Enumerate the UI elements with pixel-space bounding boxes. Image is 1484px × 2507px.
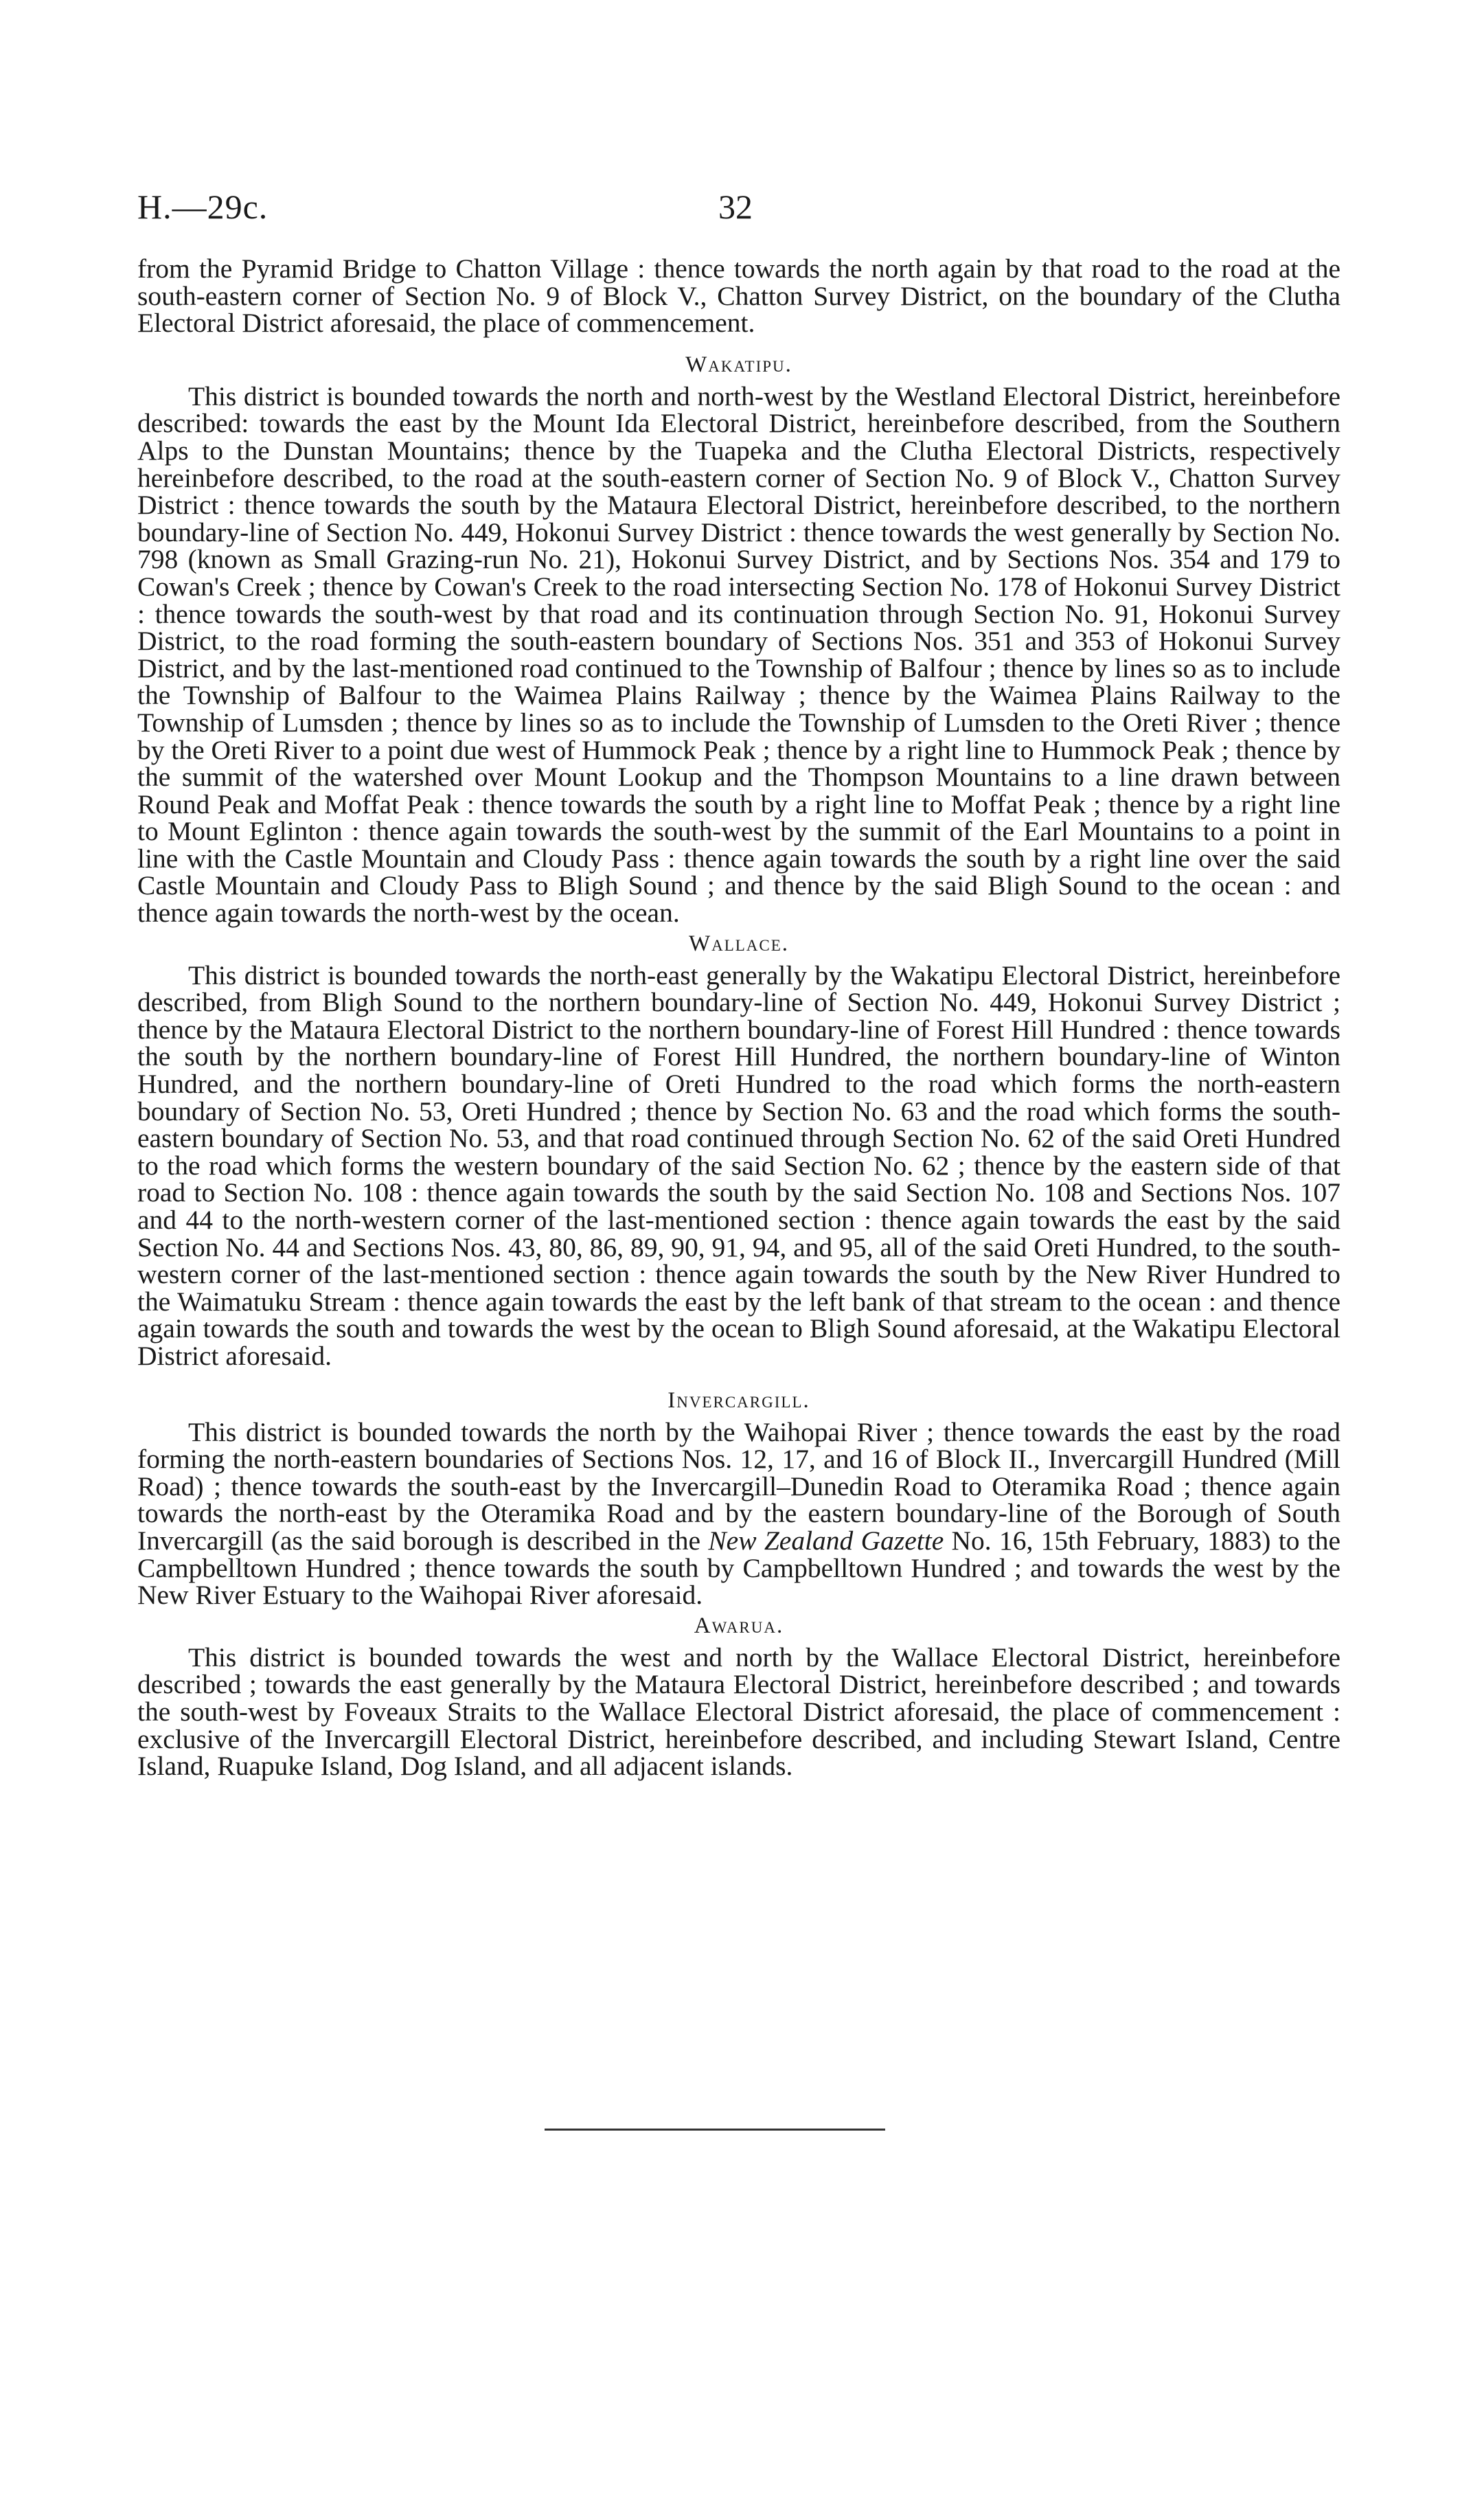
page-header [137, 187, 1346, 235]
page-number: 32 [718, 188, 753, 226]
heading-invercargill: Invercargill. [667, 1387, 810, 1413]
invercargill-text-part-1: This district is bounded towards the north by the Waihopai River ; thence towards the east by the road forming the north-eastern boundaries of Sections Nos. 12, 17, and 16 of Block II., Invercargill Hundred (Mill Road) ; thence towards the south-east by the Invercargill–Dunedin Road to Oteramika Road ; thence again towards the north-east by the Oteramika Road and by the eastern boundary-line of the Borough of South Invercargill (as the said borough is described in the [137, 1416, 1340, 1556]
paragraph-wakatipu: This district is bounded towards the north and north-west by the Westland Electoral District, hereinbefore described: towards the east by the Mount Ida Electoral District, hereinbefore described, from the Southern Alps to the Dunstan Mountains; thence by the Tuapeka and the Clutha Electoral Districts, respectively hereinbefore described, to the road at the south-eastern corner of Section No. 9 of Block V., Chatton Survey District : thence towards the south by the Mataura Electoral District, hereinbefore described, to the northern boundary-line of Section No. 449, Hokonui Survey District : thence towards the west generally by Section No. 798 (known as Small Grazing-run No. 21), Hokonui Survey District, and by Sections Nos. 354 and 179 to Cowan's Creek ; thence by Cowan's Creek to the road intersecting Section No. 178 of Hokonui Survey District : thence towards the south-west by that road and its continuation through Section No. 91, Hokonui Survey District, to the road forming the south-eastern boundary of Sections Nos. 351 and 353 of Hokonui Survey District, and by the last-mentioned road continued to the Township of Balfour ; thence by lines so as to include the Township of Balfour to the Waimea Plains Railway ; thence by the Waimea Plains Railway to the Township of Lumsden ; thence by lines so as to include the Township of Lumsden to the Oreti River ; thence by the Oreti River to a point due west of Hummock Peak ; thence by a right line to Hummock Peak ; thence by the summit of the watershed over Mount Lookup and the Thompson Mountains to a line drawn between Round Peak and Moffat Peak : thence towards the south by a right line to Moffat Peak ; thence by a right line to Mount Eglinton : thence again towards the south-west by the summit of the Earl Mountains to a point in line with the Castle Mountain and Cloudy Pass : thence again towards the south by a right line over the said Castle Mountain and Cloudy Pass to Bligh Sound ; and thence by the said Bligh Sound to the ocean : and thence again towards the north-west by the ocean. [137, 381, 1340, 929]
invercargill-text-part-2: No. 16, 15th February, 1883) to the Campbelltown Hundred ; thence towards the south by Campbelltown Hundred ; and towards the west by the New River Estuary to the Waihopai River aforesaid. [137, 1525, 1340, 1611]
document-body [137, 253, 1340, 1782]
heading-awarua: Awarua. [694, 1613, 784, 1638]
heading-wallace: Wallace. [688, 931, 790, 956]
document-reference: H.—29c. [137, 188, 269, 226]
paragraph-invercargill [137, 1416, 1340, 1611]
gazette-title: New Zealand Gazette [708, 1525, 944, 1556]
paragraph-awarua: This district is bounded towards the west and north by the Wallace Electoral District, hereinbefore described ; towards the east generally by the Mataura Electoral District, hereinbefore described ; and towards the south-west by Foveaux Straits to the Wallace Electoral District aforesaid, the place of commencement : exclusive of the Invercargill Electoral District, hereinbefore described, and including Stewart Island, Centre Island, Ruapuke Island, Dog Island, and all adjacent islands. [137, 1642, 1340, 1782]
paragraph-wallace: This district is bounded towards the north-east generally by the Wakatipu Electoral District, hereinbefore described, from Bligh Sound to the northern boundary-line of Section No. 449, Hokonui Survey District ; thence by the Mataura Electoral District to the northern boundary-line of Forest Hill Hundred : thence towards the south by the northern boundary-line of Forest Hill Hundred, the northern boundary-line of Winton Hundred, and the northern boundary-line of Oreti Hundred to the road which forms the north-eastern boundary of Section No. 53, Oreti Hundred ; thence by Section No. 63 and the road which forms the south-eastern boundary of Section No. 53, and that road continued through Section No. 62 of the said Oreti Hundred to the road which forms the western boundary of the said Section No. 62 ; thence by the eastern side of that road to Section No. 108 : thence again towards the south by the said Section No. 108 and Sections Nos. 107 and 44 to the north-western corner of the last-mentioned section : thence again towards the east by the said Section No. 44 and Sections Nos. 43, 80, 86, 89, 90, 91, 94, and 95, all of the said Oreti Hundred, to the south-western corner of the last-mentioned section : thence again towards the south by the New River Hundred to the Waimatuku Stream : thence again towards the east by the left bank of that stream to the ocean : and thence again towards the south and towards the west by the ocean to Bligh Sound aforesaid, at the Wakatipu Electoral District aforesaid. [137, 960, 1340, 1371]
intro-paragraph: from the Pyramid Bridge to Chatton Village : thence towards the north again by that road to the road at the south-eastern corner of Section No. 9 of Block V., Chatton Survey District, on the boundary of the Clutha Electoral District aforesaid, the place of commencement. [137, 253, 1340, 339]
heading-wakatipu: Wakatipu. [685, 352, 792, 377]
end-rule [545, 2129, 885, 2131]
